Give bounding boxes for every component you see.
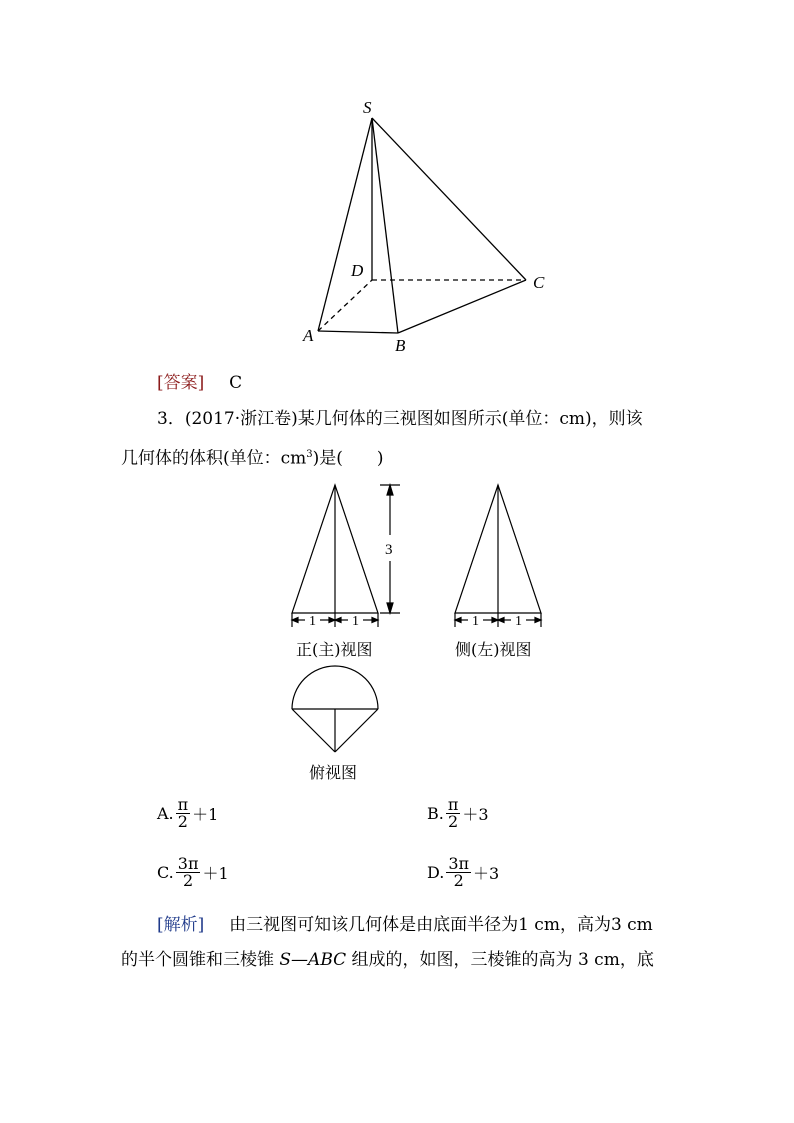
- vertex-S: S: [363, 98, 372, 117]
- answer-value: C: [229, 373, 243, 393]
- edge-BC: [398, 280, 526, 333]
- side-width-label-1: 1: [472, 614, 479, 629]
- side-view-caption: 侧(左)视图: [455, 640, 532, 659]
- edge-AB: [318, 331, 398, 333]
- edge-AD: [318, 280, 372, 331]
- edge-SB: [372, 118, 398, 333]
- pyramid-figure: [290, 95, 560, 360]
- analysis-line-1: [解析] 由三视图可知该几何体是由底面半径为1 cm，高为3 cm: [157, 915, 653, 935]
- front-view: [292, 485, 400, 627]
- vertex-B: B: [395, 336, 406, 355]
- front-width-label-1: 1: [309, 614, 316, 629]
- vertex-D: D: [351, 261, 364, 280]
- top-view: [292, 666, 378, 752]
- analysis-line-2: 的半个圆锥和三棱锥 S—ABC 组成的，如图，三棱锥的高为 3 cm，底: [121, 950, 654, 970]
- top-view-caption: 俯视图: [309, 763, 358, 782]
- side-width-label-2: 1: [515, 614, 522, 629]
- option-A[interactable]: A. $\frac{\pi}{2}$ ＋1: [157, 795, 219, 831]
- answer-tag: [答案]: [157, 373, 205, 393]
- edge-SA: [318, 118, 372, 331]
- edge-SC: [372, 118, 526, 280]
- vertex-A: A: [303, 326, 314, 345]
- question-line-2: 几何体的体积(单位：$cm^3$)是( ): [121, 448, 384, 469]
- option-B[interactable]: B. $\frac{\pi}{2}$ ＋3: [427, 795, 489, 831]
- analysis-tag: [解析]: [157, 915, 205, 935]
- answer-line: [157, 373, 242, 393]
- option-D[interactable]: D. $\frac{3\pi}{2}$ ＋3: [427, 854, 500, 890]
- vertex-C: C: [533, 273, 545, 292]
- option-C[interactable]: C. $\frac{3\pi}{2}$ ＋1: [157, 854, 229, 890]
- question-line-1: 3．(2017·浙江卷)某几何体的三视图如图所示(单位：cm)，则该: [157, 409, 643, 429]
- front-view-caption: 正(主)视图: [296, 640, 373, 659]
- side-view: [455, 485, 541, 627]
- three-views-figure: [280, 475, 560, 775]
- front-width-label-2: 1: [352, 614, 359, 629]
- height-label: 3: [385, 542, 393, 558]
